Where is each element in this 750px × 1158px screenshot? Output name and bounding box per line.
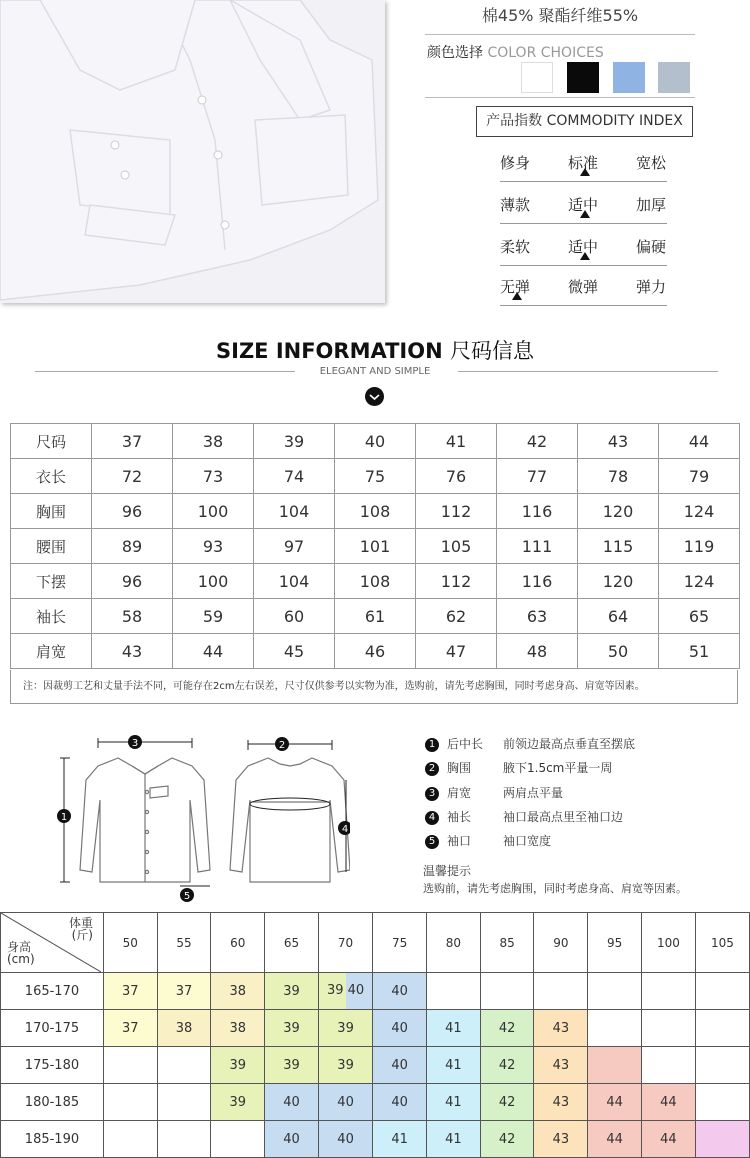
- size-cell: 65: [659, 599, 740, 634]
- legend-number: 5: [425, 835, 439, 849]
- recommend-row: [1, 1047, 750, 1084]
- shirt-measure-svg: [50, 730, 350, 905]
- recommend-cell: 39: [265, 1047, 319, 1084]
- index-row: [500, 276, 667, 318]
- size-cell: 112: [416, 564, 497, 599]
- recommend-cell: [588, 1010, 642, 1047]
- recommend-cell: [103, 1047, 157, 1084]
- color-label-en: COLOR CHOICES: [487, 45, 604, 61]
- size-cell: 105: [416, 529, 497, 564]
- size-cell: 50: [578, 634, 659, 669]
- recommend-cell: 44: [641, 1121, 695, 1158]
- size-cell: 119: [659, 529, 740, 564]
- weight-label: 体重: [68, 916, 93, 930]
- size-cell: 96: [92, 494, 173, 529]
- height-range: 185-190: [1, 1121, 104, 1158]
- size-cell: 104: [254, 494, 335, 529]
- recommend-cell: 43: [534, 1084, 588, 1121]
- size-cell: 100: [173, 494, 254, 529]
- recommend-cell: [157, 1084, 211, 1121]
- size-cell: 124: [659, 564, 740, 599]
- size-cell: 101: [335, 529, 416, 564]
- size-cell: 37: [92, 424, 173, 459]
- recommend-cell: 39: [318, 1010, 372, 1047]
- recommend-cell: [695, 1047, 749, 1084]
- recommend-cell: [695, 1010, 749, 1047]
- recommend-header-row: [1, 913, 750, 973]
- size-cell: 39: [254, 424, 335, 459]
- recommend-cell: 40: [373, 1010, 427, 1047]
- recommend-cell: 40: [265, 1084, 319, 1121]
- dim-1-label: 1: [60, 812, 68, 823]
- size-cell: 58: [92, 599, 173, 634]
- size-cell: 72: [92, 459, 173, 494]
- recommend-row: [1, 973, 750, 1010]
- product-photo: [0, 0, 385, 303]
- size-cell: 78: [578, 459, 659, 494]
- recommend-cell: 38: [157, 1010, 211, 1047]
- recommend-cell: 40: [373, 973, 427, 1010]
- recommend-cell: 40: [265, 1121, 319, 1158]
- weight-header: 60: [211, 913, 265, 973]
- height-range: 175-180: [1, 1047, 104, 1084]
- recommend-cell: 38: [211, 973, 265, 1010]
- index-right: 偏硬: [636, 238, 667, 256]
- tip-title: 温馨提示: [423, 864, 472, 878]
- commodity-index-box: [476, 106, 693, 137]
- size-row: [11, 459, 740, 494]
- size-cell: 41: [416, 424, 497, 459]
- commodity-index-cn: 产品指数: [486, 113, 543, 129]
- legend-number: 4: [425, 811, 439, 825]
- index-row: [500, 152, 667, 194]
- index-rule: [500, 223, 667, 224]
- size-row-label: 胸围: [11, 494, 92, 529]
- weight-header: 65: [265, 913, 319, 973]
- legend-key: 袖长: [447, 810, 472, 824]
- recommend-cell: 41: [427, 1084, 481, 1121]
- recommend-cell: 39: [318, 1047, 372, 1084]
- size-row-label: 衣长: [11, 459, 92, 494]
- recommend-cell: 39: [211, 1084, 265, 1121]
- recommend-cell: 39: [265, 1010, 319, 1047]
- legend-desc: 袖口最高点里至袖口边: [503, 810, 624, 824]
- size-cell: 75: [335, 459, 416, 494]
- measurement-diagram: [50, 730, 350, 905]
- color-label-cn: 颜色选择: [427, 45, 483, 61]
- size-row: [11, 494, 740, 529]
- recommend-cell: 38: [211, 1010, 265, 1047]
- legend-number: 3: [425, 787, 439, 801]
- legend-item: [425, 759, 612, 777]
- recommend-cell: 40: [373, 1047, 427, 1084]
- legend-number: 1: [425, 738, 439, 752]
- size-recommend-table: [0, 912, 750, 1158]
- weight-header: 100: [641, 913, 695, 973]
- legend-key: 胸围: [447, 761, 472, 775]
- legend-desc: 前领边最高点垂直至摆底: [503, 737, 636, 751]
- index-rule: [500, 181, 667, 182]
- size-row: [11, 599, 740, 634]
- recommend-cell: [695, 973, 749, 1010]
- height-range: 180-185: [1, 1084, 104, 1121]
- recommend-cell: [695, 1121, 749, 1158]
- size-row-label: 肩宽: [11, 634, 92, 669]
- recommend-cell: 42: [480, 1121, 534, 1158]
- legend-desc: 腋下1.5cm平量一周: [503, 761, 613, 775]
- legend-key: 袖口: [447, 834, 472, 848]
- size-cell: 89: [92, 529, 173, 564]
- size-information-title: [0, 335, 750, 365]
- legend-item: [425, 832, 551, 850]
- size-cell: 108: [335, 494, 416, 529]
- size-cell: 40: [335, 424, 416, 459]
- recommend-cell: 40: [318, 1084, 372, 1121]
- recommend-cell: [318, 973, 372, 1010]
- index-left: 无弹: [500, 278, 531, 296]
- size-cell: 77: [497, 459, 578, 494]
- legend-item: [425, 808, 623, 826]
- size-cell: 42: [497, 424, 578, 459]
- weight-header: 70: [318, 913, 372, 973]
- size-cell: 100: [173, 564, 254, 599]
- recommend-cell: 43: [534, 1121, 588, 1158]
- recommend-cell: 42: [480, 1010, 534, 1047]
- color-swatch-light-blue[interactable]: [613, 62, 645, 93]
- recommend-cell: [588, 973, 642, 1010]
- index-marker: [580, 210, 590, 218]
- recommend-size: 39: [319, 973, 346, 1009]
- size-cell: 120: [578, 564, 659, 599]
- size-cell: 108: [335, 564, 416, 599]
- index-right: 弹力: [636, 278, 667, 296]
- recommend-size: 40: [346, 973, 373, 1009]
- size-cell: 43: [92, 634, 173, 669]
- recommend-cell: 44: [641, 1084, 695, 1121]
- recommend-cell: 44: [588, 1121, 642, 1158]
- recommend-cell: 41: [373, 1121, 427, 1158]
- recommend-cell: [534, 973, 588, 1010]
- recommend-cell: [588, 1047, 642, 1084]
- recommend-row: [1, 1084, 750, 1121]
- index-rule: [500, 305, 667, 306]
- recommend-cell: [641, 1010, 695, 1047]
- weight-header: 80: [427, 913, 481, 973]
- size-cell: 120: [578, 494, 659, 529]
- size-cell: 93: [173, 529, 254, 564]
- size-row: [11, 529, 740, 564]
- size-cell: 116: [497, 494, 578, 529]
- index-right: 加厚: [636, 196, 667, 214]
- index-right: 宽松: [636, 154, 667, 172]
- weight-unit: (斤): [71, 928, 93, 942]
- size-cell: 46: [335, 634, 416, 669]
- size-row: [11, 634, 740, 669]
- size-cell: 76: [416, 459, 497, 494]
- height-range: 170-175: [1, 1010, 104, 1047]
- height-unit: (cm): [7, 952, 35, 966]
- recommend-cell: 37: [157, 973, 211, 1010]
- index-rule: [500, 265, 667, 266]
- index-row: [500, 194, 667, 236]
- size-cell: 59: [173, 599, 254, 634]
- size-row-label: 袖长: [11, 599, 92, 634]
- legend-desc: 两肩点平量: [503, 786, 564, 800]
- weight-header: 85: [480, 913, 534, 973]
- height-range: 165-170: [1, 973, 104, 1010]
- divider: [425, 97, 695, 98]
- recommend-row: [1, 1010, 750, 1047]
- recommend-cell: 41: [427, 1121, 481, 1158]
- index-row: [500, 236, 667, 278]
- recommend-corner: [1, 913, 104, 973]
- index-left: 修身: [500, 154, 531, 172]
- weight-header: 95: [588, 913, 642, 973]
- size-cell: 79: [659, 459, 740, 494]
- size-cell: 63: [497, 599, 578, 634]
- size-note: 注：因裁剪工艺和丈量手法不同，可能存在2cm左右误差，尺寸仅供参考以实物为准，选购前，请先考虑胸围，同时考虑身高、肩宽等因素。: [10, 670, 738, 704]
- index-left: 柔软: [500, 238, 531, 256]
- recommend-cell: 42: [480, 1084, 534, 1121]
- index-marker: [580, 168, 590, 176]
- legend-number: 2: [425, 762, 439, 776]
- recommend-cell: [157, 1047, 211, 1084]
- recommend-cell: 37: [103, 1010, 157, 1047]
- recommend-cell: 42: [480, 1047, 534, 1084]
- color-swatch-grey[interactable]: [658, 62, 690, 93]
- size-cell: 115: [578, 529, 659, 564]
- index-mid: 标准: [568, 154, 599, 172]
- size-cell: 62: [416, 599, 497, 634]
- recommend-cell: 44: [588, 1084, 642, 1121]
- index-marker: [580, 252, 590, 260]
- size-cell: 61: [335, 599, 416, 634]
- recommend-cell: 39: [265, 973, 319, 1010]
- tip-text: 选购前，请先考虑胸围，同时考虑身高、肩宽等因素。: [423, 882, 687, 895]
- recommend-cell: [641, 1047, 695, 1084]
- size-cell: 44: [173, 634, 254, 669]
- size-row: [11, 564, 740, 599]
- size-table: [10, 423, 740, 669]
- weight-header: 75: [373, 913, 427, 973]
- dim-3-label: 3: [131, 738, 139, 749]
- size-cell: 64: [578, 599, 659, 634]
- commodity-index-en: COMMODITY INDEX: [546, 113, 683, 129]
- dim-5-label: 5: [183, 891, 191, 902]
- size-cell: 38: [173, 424, 254, 459]
- index-mid: 适中: [568, 238, 599, 256]
- recommend-cell: [103, 1084, 157, 1121]
- weight-header: 50: [103, 913, 157, 973]
- size-cell: 45: [254, 634, 335, 669]
- size-cell: 43: [578, 424, 659, 459]
- index-marker: [512, 292, 522, 300]
- size-cell: 60: [254, 599, 335, 634]
- white-shirt-image: [0, 0, 385, 303]
- recommend-cell: [480, 973, 534, 1010]
- size-cell: 47: [416, 634, 497, 669]
- recommend-cell: 39: [211, 1047, 265, 1084]
- legend-item: [425, 784, 563, 802]
- recommend-cell: [157, 1121, 211, 1158]
- size-cell: 96: [92, 564, 173, 599]
- size-title-cn: 尺码信息: [449, 339, 534, 363]
- divider: [425, 34, 695, 35]
- weight-header: 55: [157, 913, 211, 973]
- size-cell: 111: [497, 529, 578, 564]
- legend-desc: 袖口宽度: [503, 834, 552, 848]
- recommend-cell: 40: [318, 1121, 372, 1158]
- size-cell: 97: [254, 529, 335, 564]
- size-cell: 48: [497, 634, 578, 669]
- weight-header: 105: [695, 913, 749, 973]
- size-cell: 116: [497, 564, 578, 599]
- size-cell: 51: [659, 634, 740, 669]
- size-cell: 74: [254, 459, 335, 494]
- recommend-cell: [211, 1121, 265, 1158]
- recommend-row: [1, 1121, 750, 1158]
- recommend-cell: 37: [103, 973, 157, 1010]
- chevron-down-icon: [365, 387, 384, 406]
- index-mid: 适中: [568, 196, 599, 214]
- size-row: [11, 424, 740, 459]
- dim-4-label: 4: [341, 824, 349, 835]
- size-cell: 124: [659, 494, 740, 529]
- size-subtitle: ELEGANT AND SIMPLE: [319, 366, 431, 377]
- size-row-label: 腰围: [11, 529, 92, 564]
- size-cell: 112: [416, 494, 497, 529]
- height-label: 身高: [7, 940, 32, 954]
- material-text: 棉45% 聚酯纤维55%: [481, 6, 639, 25]
- size-cell: 104: [254, 564, 335, 599]
- color-choices-label: [427, 42, 604, 62]
- recommend-cell: [695, 1084, 749, 1121]
- color-swatch-black[interactable]: [567, 62, 599, 93]
- size-title-en: SIZE INFORMATION: [216, 339, 443, 363]
- legend-key: 后中长: [447, 737, 484, 751]
- recommend-cell: [641, 973, 695, 1010]
- index-mid: 微弹: [568, 278, 599, 296]
- recommend-cell: [103, 1121, 157, 1158]
- recommend-cell: 43: [534, 1047, 588, 1084]
- recommend-cell: 41: [427, 1010, 481, 1047]
- legend-item: [425, 735, 635, 753]
- size-row-label: 尺码: [11, 424, 92, 459]
- size-row-label: 下摆: [11, 564, 92, 599]
- recommend-cell: 40: [373, 1084, 427, 1121]
- color-swatch-white[interactable]: [521, 62, 553, 93]
- recommend-cell: 41: [427, 1047, 481, 1084]
- recommend-cell: [427, 973, 481, 1010]
- dim-2-label: 2: [278, 740, 286, 751]
- size-cell: 44: [659, 424, 740, 459]
- legend-key: 肩宽: [447, 786, 472, 800]
- index-left: 薄款: [500, 196, 531, 214]
- recommend-cell: 43: [534, 1010, 588, 1047]
- size-cell: 73: [173, 459, 254, 494]
- weight-header: 90: [534, 913, 588, 973]
